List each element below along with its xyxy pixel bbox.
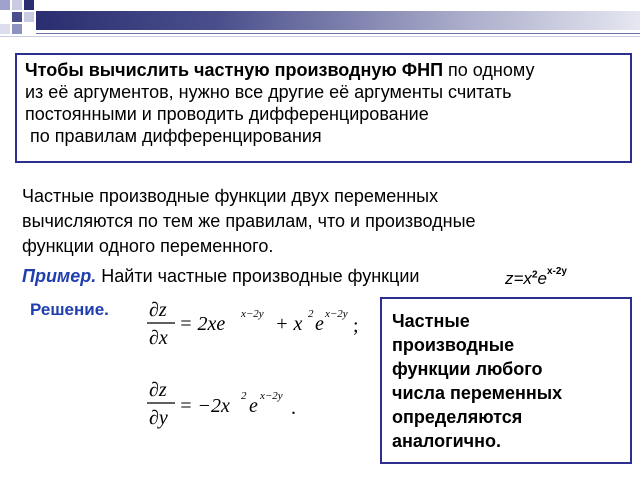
dzdy-e: e (249, 395, 258, 417)
example-row (22, 266, 419, 287)
header-divider-light (0, 36, 640, 37)
dzdx-pow2: 2 (308, 308, 314, 320)
note-line-4: числа переменных (392, 383, 563, 403)
partial-y-formula (145, 376, 345, 436)
note-box (380, 297, 632, 464)
definition-box (15, 53, 632, 163)
formula-exponent: x-2y (546, 266, 567, 277)
note-line-5: определяются (392, 407, 523, 427)
dzdx-e2: e (315, 313, 324, 335)
note-line-2: производные (392, 335, 515, 355)
dzdy-denominator: ∂y (149, 407, 168, 429)
dzdy-end: . (291, 397, 296, 419)
dzdx-end: ; (353, 315, 359, 337)
definition-line-2: из её аргументов, нужно все другие её аргументы считать (25, 82, 512, 102)
definition-line-3: постоянными и проводить дифференцирование (25, 104, 429, 124)
example-label: Пример. (22, 266, 97, 286)
formula-x-power: 2 (531, 269, 538, 281)
paragraph-line-1: Частные производные функции двух переменных (22, 186, 439, 206)
paragraph-line-2: вычисляются по тем же правилам, что и производные (22, 211, 476, 231)
note-line-1: Частные (392, 311, 470, 331)
decor-square (0, 0, 10, 10)
dzdy-exp: x−2y (260, 390, 283, 402)
dzdx-exp2: x−2y (325, 308, 348, 320)
dzdy-pow2: 2 (241, 390, 247, 402)
dzdx-denominator: ∂x (149, 327, 168, 349)
paragraph-line-3: функции одного переменного. (22, 236, 274, 256)
note-line-6: аналогично. (392, 431, 501, 451)
decor-square (0, 24, 10, 34)
example-text: Найти частные производные функции (96, 266, 420, 286)
definition-line-1-rest: по одному (443, 60, 535, 80)
decor-square (12, 24, 22, 34)
decor-square (12, 12, 22, 22)
decor-square (24, 12, 34, 22)
dzdx-exp1: x−2y (241, 308, 264, 320)
example-formula (505, 266, 567, 289)
definition-line-4: по правилам дифференцирования (25, 126, 322, 146)
header-bar (36, 11, 640, 30)
formula-lhs: z=x (505, 269, 532, 288)
header-divider (36, 33, 640, 34)
dzdx-numerator: ∂z (149, 299, 167, 321)
definition-bold-text: Чтобы вычислить частную производную ФНП (25, 60, 444, 80)
partial-x-formula (145, 296, 375, 356)
definition-line-1 (25, 59, 622, 81)
dzdx-plus: + x (275, 313, 303, 335)
dzdx-rhs: = 2xe (179, 313, 226, 335)
solution-label: Решение. (30, 300, 109, 319)
formula-e: e (537, 269, 547, 288)
explanation-paragraph (22, 184, 622, 259)
decor-square (24, 0, 34, 10)
dzdy-numerator: ∂z (149, 379, 167, 401)
dzdy-rhs: = −2x (179, 395, 230, 417)
decor-square (12, 0, 22, 10)
note-line-3: функции любого (392, 359, 543, 379)
